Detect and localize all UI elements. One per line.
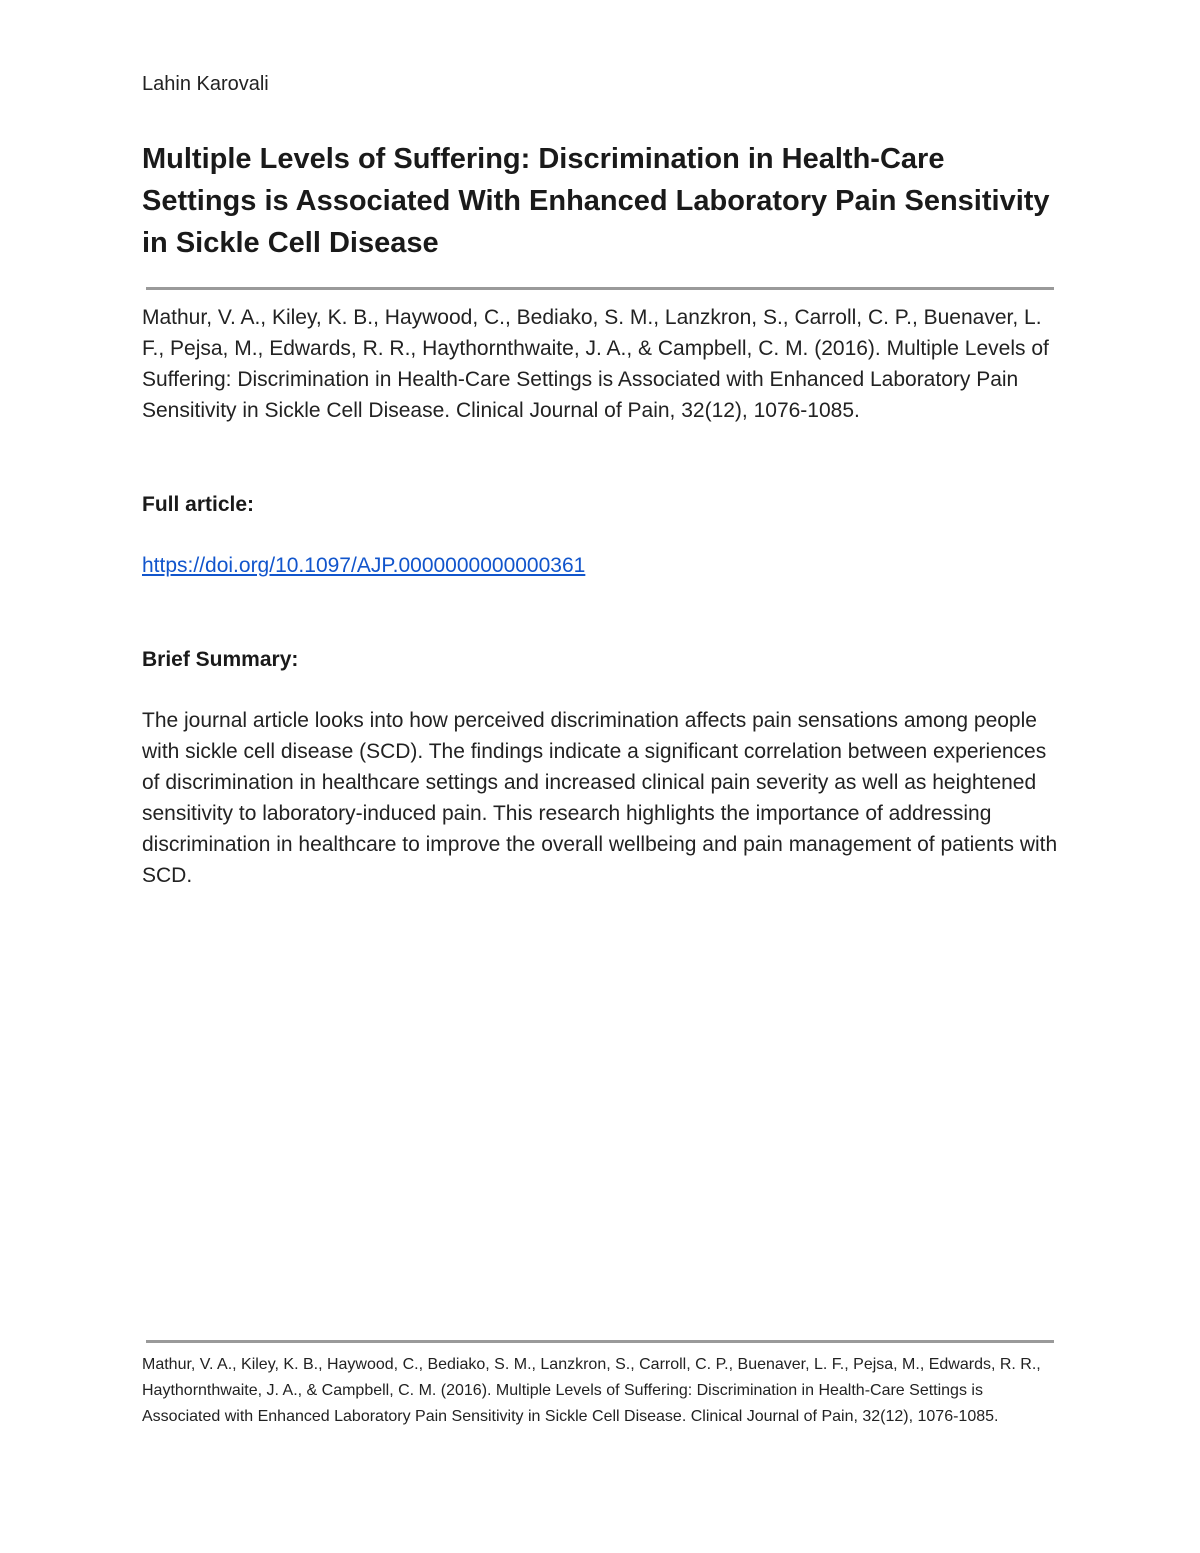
doi-link[interactable]: https://doi.org/10.1097/AJP.0000000000000361 [142, 554, 586, 577]
article-title: Multiple Levels of Suffering: Discrimination in Health-Care Settings is Associated With Enhanced Laboratory Pain Sensitivity in Sickle Cell Disease [142, 143, 1050, 259]
title-divider [146, 287, 1054, 290]
author-name: Lahin Karovali [142, 73, 269, 95]
brief-summary-heading: Brief Summary: [142, 648, 299, 671]
full-article-heading: Full article: [142, 493, 255, 516]
summary-text: The journal article looks into how perceived discrimination affects pain sensations among people with sickle cell disease (SCD). The findings indicate a significant correlation between experiences of discrimination in healthcare settings and increased clinical pain severity as well as heightened sensitivity to laboratory-induced pain. This research highlights the importance of addressing discrimination in healthcare to improve the overall wellbeing and pain management of patients with SCD. [142, 709, 1058, 887]
footnote-text: Mathur, V. A., Kiley, K. B., Haywood, C., Bediako, S. M., Lanzkron, S., Carroll, C. P., Buenaver, L. F., Pejsa, M., Edwards, R. R., Haythornthwaite, J. A., & Campbell, C. M. (2016). Multiple Levels of Suffering: Discrimination in Health-Care Settings is Associated with Enhanced Laboratory Pain Sensitivity in Sickle Cell Disease. Clinical Journal of Pain, 32(12), 1076-1085. [142, 1356, 1041, 1425]
footnote-divider [146, 1340, 1054, 1343]
citation-text: Mathur, V. A., Kiley, K. B., Haywood, C., Bediako, S. M., Lanzkron, S., Carroll, C. P., Buenaver, L. F., Pejsa, M., Edwards, R. R., Haythornthwaite, J. A., & Campbell, C. M. (2016). Multiple Levels of Suffering: Discrimination in Health-Care Settings is Associated with Enhanced Laboratory Pain Sensitivity in Sickle Cell Disease. Clinical Journal of Pain, 32(12), 1076-1085. [142, 306, 1049, 422]
